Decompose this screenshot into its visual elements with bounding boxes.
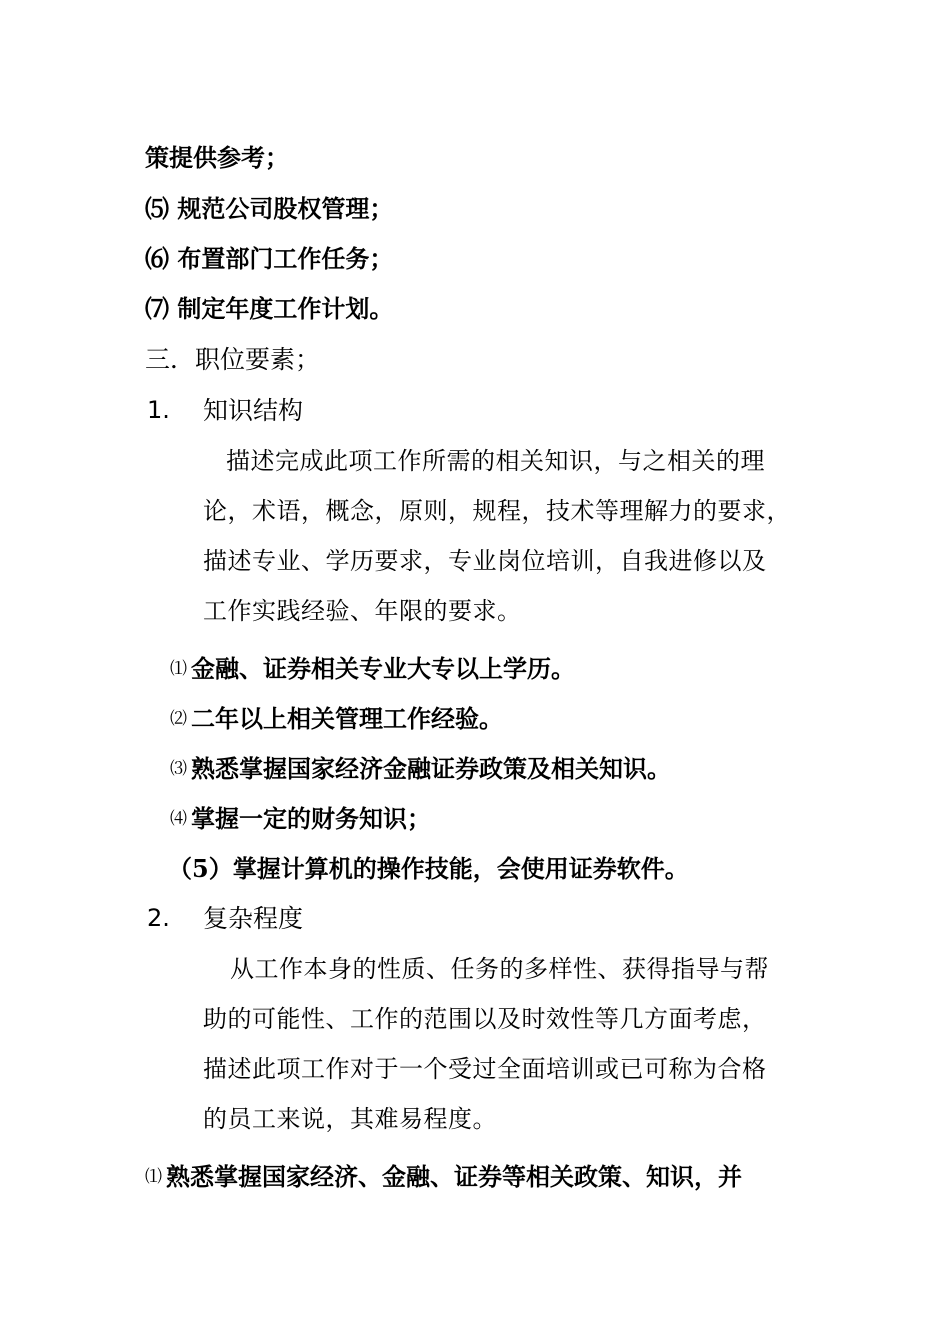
part2-number: 2.	[147, 904, 170, 932]
part2-desc-line-3: 描述此项工作对于一个受过全面培训或已可称为合格	[203, 1055, 767, 1083]
part1-item-4	[170, 804, 431, 833]
part1-desc-line-1: 描述完成此项工作所需的相关知识，与之相关的理	[226, 447, 765, 475]
list-continuation: 策提供参考；	[145, 144, 289, 172]
part2-desc-line-1: 从工作本身的性质、任务的多样性、获得指导与帮	[230, 955, 769, 983]
item-marker: ⑴	[145, 1167, 162, 1187]
part1-item-1	[170, 654, 575, 683]
list-item-5: ⑸ 规范公司股权管理；	[145, 195, 394, 223]
item-text: 熟悉掌握国家经济金融证券政策及相关知识。	[191, 754, 671, 783]
part1-desc-line-2: 论，术语，概念，原则，规程，技术等理解力的要求，	[203, 497, 791, 525]
item-marker: ⑴	[170, 659, 187, 679]
item-marker: ⑷	[170, 809, 187, 829]
part2-desc-line-4: 的员工来说，其难易程度。	[203, 1105, 497, 1133]
item-text: 掌握一定的财务知识；	[191, 804, 431, 833]
part1-desc-line-3: 描述专业、学历要求，专业岗位培训，自我进修以及	[203, 547, 767, 575]
part1-title: 知识结构	[203, 396, 304, 425]
part1-desc-line-4: 工作实践经验、年限的要求。	[203, 597, 522, 625]
item-marker: ⑵	[170, 709, 187, 729]
item-text: 二年以上相关管理工作经验。	[191, 704, 503, 733]
list-item-6: ⑹ 布置部门工作任务；	[145, 245, 394, 273]
part2-title: 复杂程度	[203, 904, 304, 933]
item-marker: ⑶	[170, 759, 187, 779]
item-text: 金融、证券相关专业大专以上学历。	[191, 654, 575, 683]
part1-item-2	[170, 704, 503, 733]
list-item-7: ⑺ 制定年度工作计划。	[145, 295, 394, 323]
section-heading: 三．职位要素；	[145, 345, 321, 374]
part1-item-5: （5）掌握计算机的操作技能，会使用证券软件。	[168, 854, 689, 883]
part1-item-3	[170, 754, 671, 783]
part2-desc-line-2: 助的可能性、工作的范围以及时效性等几方面考虑，	[203, 1005, 767, 1033]
part2-item-1	[145, 1162, 742, 1191]
part1-number: 1.	[147, 396, 170, 424]
item-text: 熟悉掌握国家经济、金融、证券等相关政策、知识，并	[166, 1162, 742, 1191]
